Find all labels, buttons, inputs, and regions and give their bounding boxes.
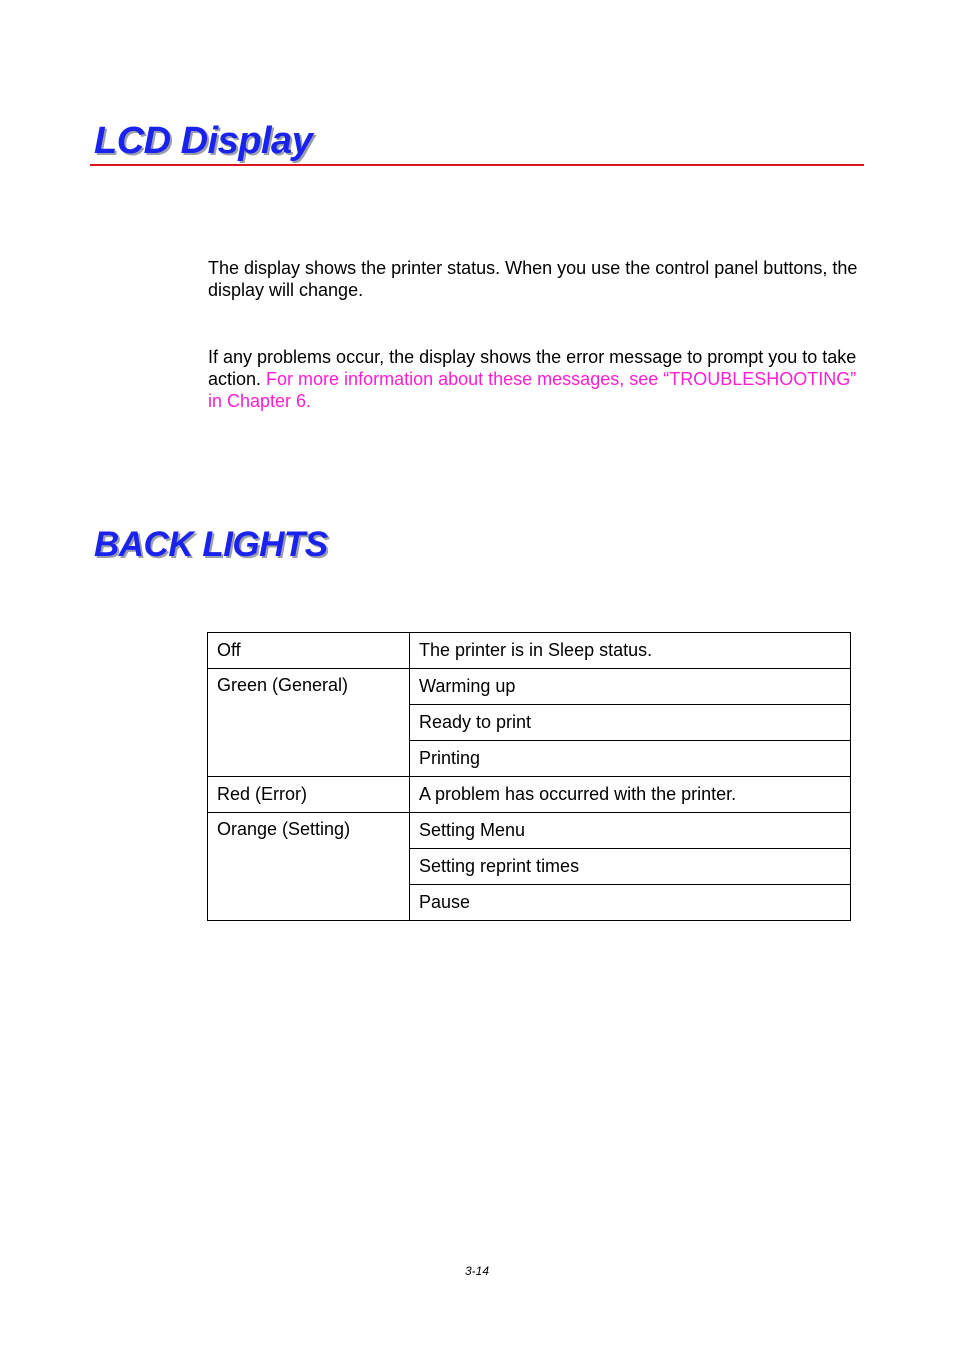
light-meaning-cell: Setting reprint times <box>410 849 851 885</box>
table-row <box>208 813 851 849</box>
light-meaning-cell: Printing <box>410 741 851 777</box>
light-color-cell: Green (General) <box>208 669 410 777</box>
light-meaning-cell: The printer is in Sleep status. <box>410 633 851 669</box>
lcd-error-paragraph <box>208 346 868 412</box>
light-meaning-cell: Ready to print <box>410 705 851 741</box>
table-row <box>208 777 851 813</box>
lcd-display-heading: LCD Display <box>94 120 313 162</box>
lcd-description-paragraph: The display shows the printer status. When you use the control panel buttons, the display will change. <box>208 258 858 300</box>
light-color-cell: Orange (Setting) <box>208 813 410 921</box>
table-row <box>208 669 851 705</box>
table-row <box>208 633 851 669</box>
light-meaning-cell: A problem has occurred with the printer. <box>410 777 851 813</box>
light-color-cell: Red (Error) <box>208 777 410 813</box>
lcd-error-text: If any problems occur, the display shows the error message to prompt you to take action. <box>208 347 857 389</box>
light-meaning-cell: Pause <box>410 885 851 921</box>
light-color-cell: Off <box>208 633 410 669</box>
page-number: 3-14 <box>464 1264 490 1278</box>
troubleshooting-link[interactable]: For more information about these messages, see “TROUBLESHOOTING” in Chapter 6. <box>208 369 857 411</box>
back-lights-table <box>207 632 851 921</box>
back-lights-heading: BACK LIGHTS <box>94 525 328 564</box>
light-meaning-cell: Warming up <box>410 669 851 705</box>
light-meaning-cell: Setting Menu <box>410 813 851 849</box>
heading-rule <box>90 164 864 166</box>
